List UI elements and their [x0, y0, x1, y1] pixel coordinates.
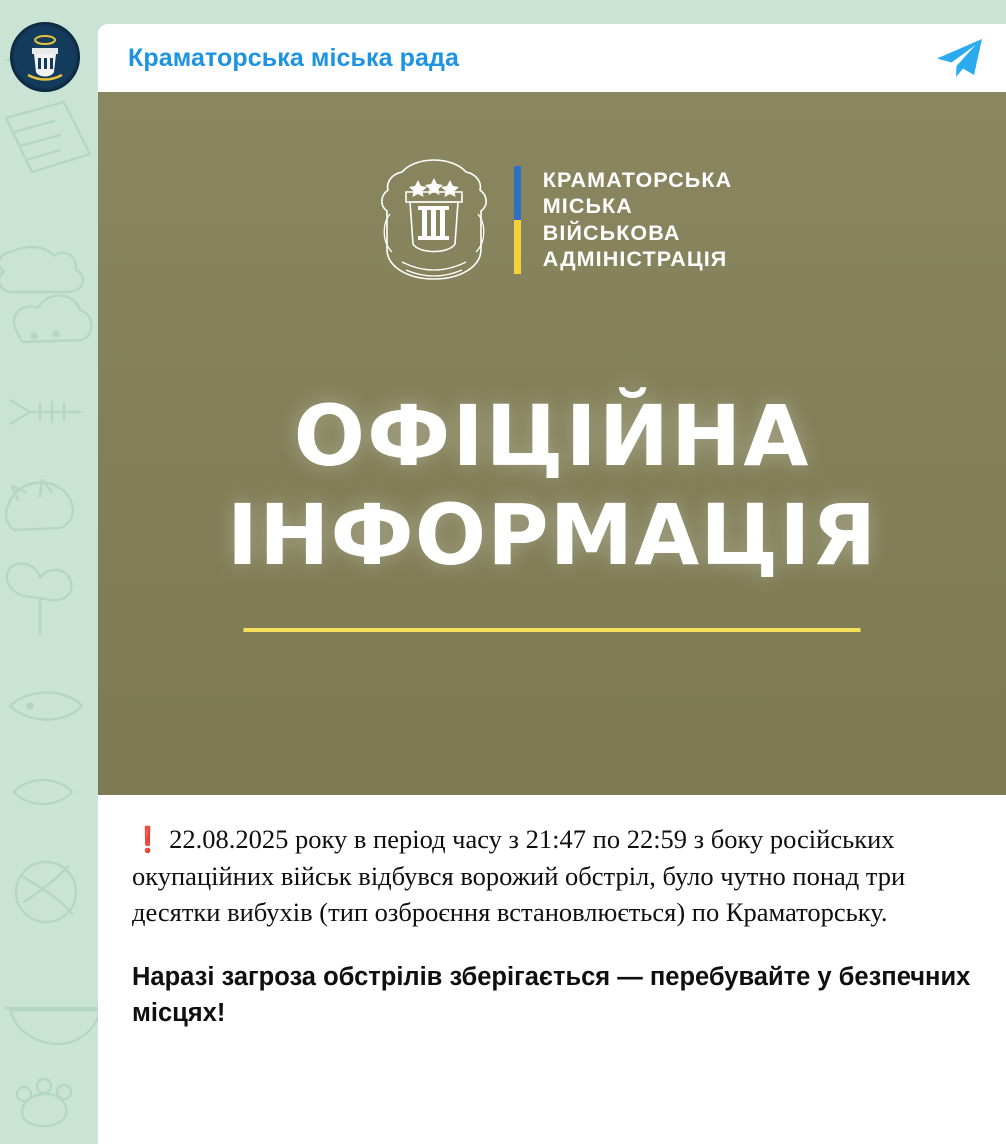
- emblem-line-3: ВІЙСЬКОВА: [542, 220, 681, 245]
- telegram-message-card: [98, 24, 1006, 1144]
- channel-avatar[interactable]: [10, 22, 80, 92]
- city-coat-of-arms-avatar-icon: [14, 26, 76, 88]
- message-header: [98, 24, 1006, 92]
- post-banner-image: [98, 92, 1006, 795]
- paragraph-primary: [132, 821, 972, 931]
- headline-line-2: ІНФОРМАЦІЯ: [226, 486, 878, 585]
- emblem-line-4: АДМІНІСТРАЦІЯ: [542, 246, 728, 271]
- emblem-line-2: МІСЬКА: [542, 194, 633, 219]
- message-body: [98, 795, 1006, 1031]
- kramatorsk-coat-of-arms-icon: [372, 154, 496, 286]
- banner-headline: [98, 387, 1006, 585]
- emblem-line-1: КРАМАТОРСЬКА: [542, 168, 733, 193]
- paragraph-secondary: Наразі загроза обстрілів зберігається — перебувайте у безпечних місцях!: [132, 962, 971, 1027]
- warning-icon: ❗: [132, 825, 164, 854]
- headline-underline: [244, 628, 861, 632]
- telegram-paper-plane-icon[interactable]: [934, 36, 984, 80]
- channel-name[interactable]: Краматорська міська рада: [128, 43, 460, 72]
- headline-line-1: ОФІЦІЙНА: [293, 387, 811, 485]
- emblem-block: [98, 154, 1006, 286]
- paragraph-primary-text: 22.08.2025 року в період часу з 21:47 по 22:59 з боку російських окупаційних військ відбувся ворожий обстріл, було чутно понад три десятки вибухів (тип озброєння встановлюється) по Краматорську.: [132, 824, 906, 928]
- emblem-title: [543, 169, 732, 271]
- ukraine-flag-bar: [514, 166, 521, 274]
